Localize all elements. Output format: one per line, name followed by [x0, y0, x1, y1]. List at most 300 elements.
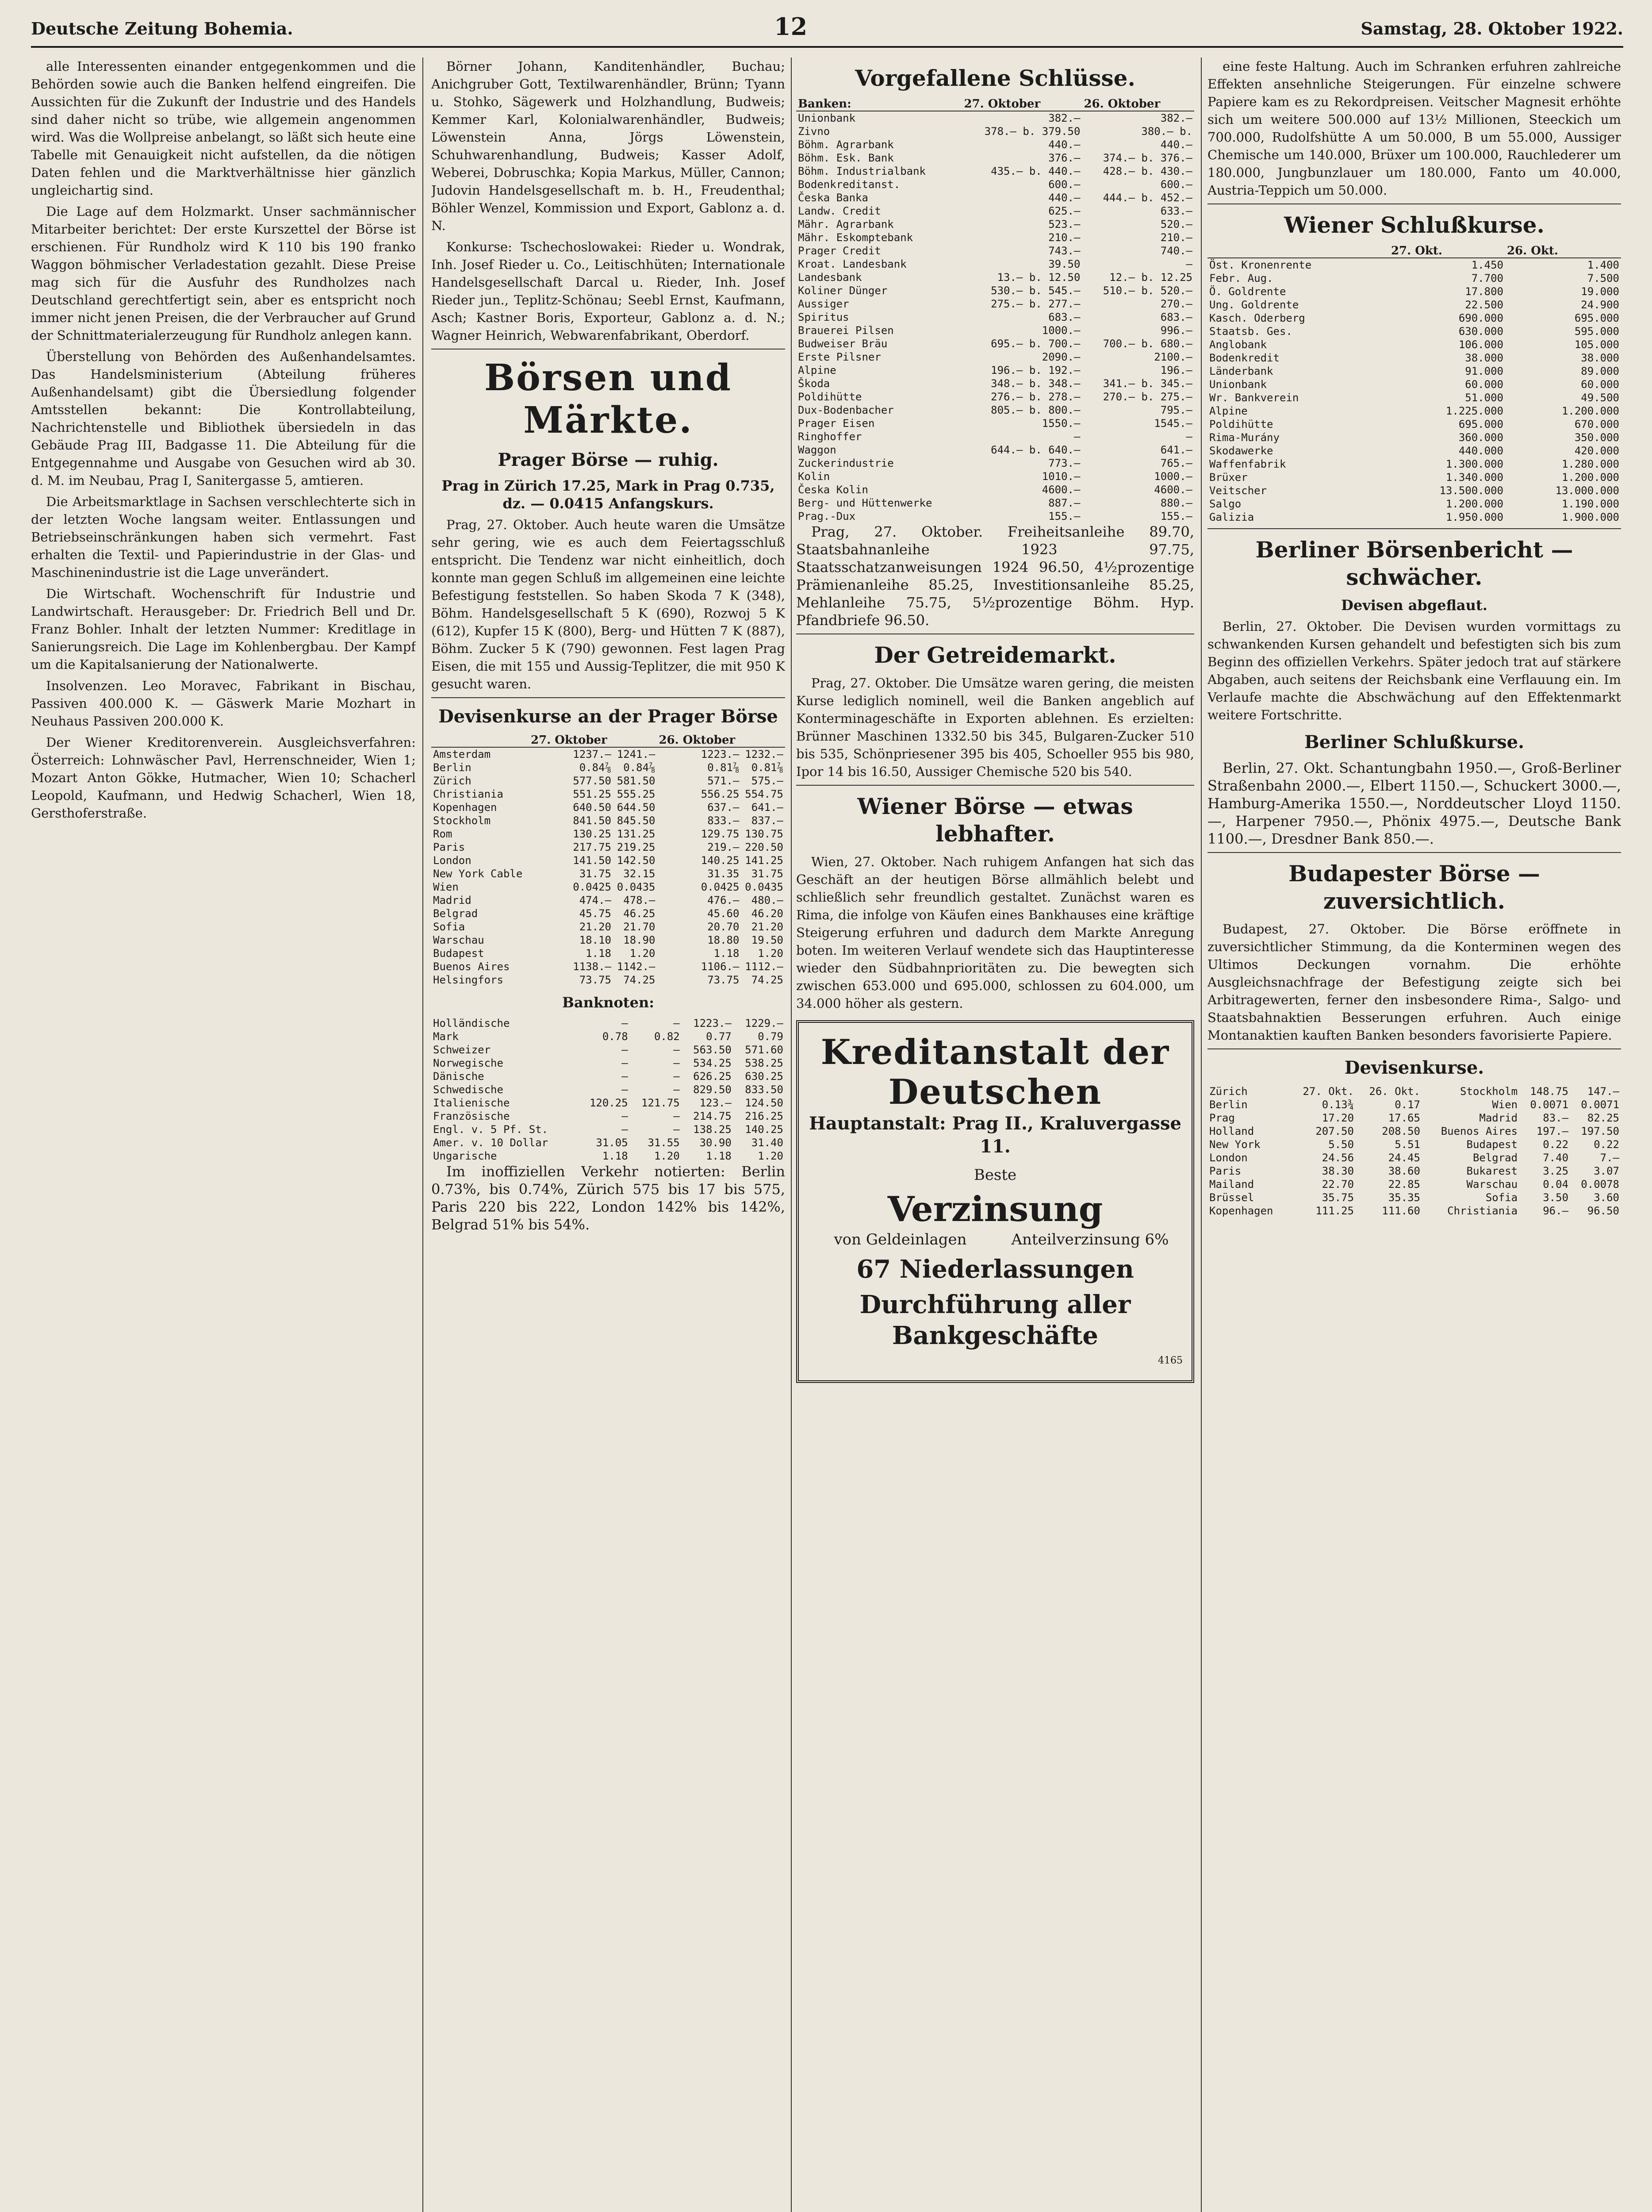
table-cell: 1.20 — [654, 1150, 680, 1162]
table-cell: 1223.— — [693, 1017, 732, 1029]
table-cell: 121.75 — [641, 1097, 680, 1109]
table-cell: Mähr. Agrarbank — [798, 218, 894, 230]
table-cell: Budapest — [433, 947, 484, 960]
table-cell: 476.— — [707, 894, 740, 906]
table-cell: 743.— — [1048, 245, 1081, 257]
vienna-exchange-report: Wien, 27. Oktober. Nach ruhigem Anfangen hat sich das Geschäft an der heutigen Börse allmählich belebt und schließlich sehr freundlich gestaltet. Zunächst waren es Rima, die infolge von Käufen eines Bankhauses eine kräftige Steigerung erfuhren und dadurch dem Markte Anregung boten. Im weiteren Verlauf wendete sich das Hauptinteresse wieder den Südbahnprioritäten zu. Die bewegten sich zwischen 653.000 und 695.000, schlossen zu 604.000, um 34.000 höher als gestern. — [796, 854, 1194, 1011]
table-cell: Alpine — [798, 364, 836, 376]
table-cell: 1.400 — [1587, 259, 1619, 271]
article-paragraph: Überstellung von Behörden des Außenhandelsamtes. Das Handelsministerium (Abteilung früheres Außenhandelsamt) gibt die Übersiedlung folgender Amtsstellen bekannt: Die Kontrollabteilung, Nachrichtenstelle und Bibliothek übersiedeln in das Gebäude Prag III, Badgasse 11. Die Abteilung für die Entgegennahme und Ausgabe von Gesuchen wird ab 30. d. M. im Neubau, Prag I, Sanitergasse 5, amtieren. — [31, 349, 416, 488]
table-row — [796, 457, 1194, 470]
table-row — [796, 403, 1194, 417]
table-row — [1207, 1204, 1621, 1217]
table-row — [431, 787, 785, 801]
table-row — [796, 191, 1194, 204]
table-cell: Buenos Aires — [1441, 1125, 1518, 1137]
table-cell: Dux-Bodenbacher — [798, 404, 894, 416]
table-cell: 30.90 — [699, 1137, 732, 1149]
table-cell: 625.— — [1048, 205, 1081, 217]
table-header-cell: 27. Oktober — [962, 97, 1082, 111]
table-cell: 13.— b. 12.50 — [997, 271, 1081, 284]
table-cell: 96.50 — [1587, 1205, 1619, 1217]
table-cell: 138.25 — [693, 1123, 732, 1136]
table-cell: 577.50 — [573, 775, 611, 787]
table-cell: Brauerei Pilsen — [798, 324, 894, 337]
table-row — [1207, 311, 1621, 325]
table-cell: 1010.— — [1042, 470, 1081, 483]
ad-headline: Verzinsung — [887, 1189, 1103, 1229]
table-cell: 380.— b. — [1141, 125, 1192, 138]
table-row — [796, 443, 1194, 457]
table-cell: 0.0071 — [1581, 1098, 1619, 1111]
table-row — [431, 774, 785, 787]
table-cell: Brüxer — [1209, 471, 1248, 484]
table-cell: 22.500 — [1465, 299, 1503, 311]
table-cell: 740.— — [1160, 245, 1192, 257]
table-cell: 24.45 — [1388, 1152, 1420, 1164]
table-cell: 630.000 — [1458, 325, 1503, 338]
table-header-cell: 27. Okt. — [1389, 244, 1505, 258]
table-cell: New York — [1209, 1138, 1261, 1151]
table-cell: — — [621, 1017, 628, 1029]
table-cell: Paris — [433, 841, 465, 853]
table-row — [796, 337, 1194, 350]
table-cell: 142.50 — [617, 854, 655, 867]
table-cell: 644.— b. 640.— — [991, 444, 1081, 456]
table-cell: Kolin — [798, 470, 830, 483]
table-cell: 1142.— — [617, 960, 655, 973]
table-cell: 382.— — [1048, 112, 1081, 124]
table-cell: 270.— — [1160, 298, 1192, 310]
table-cell: 31.40 — [751, 1137, 783, 1149]
table-cell: Christiania — [433, 788, 503, 800]
table-cell: 0.79 — [758, 1030, 783, 1043]
table-cell: Stockholm — [1460, 1085, 1518, 1098]
table-cell: Rima-Murány — [1209, 431, 1280, 444]
prague-exchange-heading: Prager Börse — ruhig. — [498, 449, 719, 470]
table-cell: 46.25 — [623, 907, 655, 920]
table-cell: 38.60 — [1388, 1165, 1420, 1177]
article-paragraph: Die Wirtschaft. Wochenschrift für Industrie und Landwirtschaft. Herausgeber: Dr. Friedrich Bell und Dr. Franz Bohler. Inhalt der letzten Nummer: Kreditlage in Sanierungsreich. Die Lage im Kohlenbergbau. Der Kampf um die Kapitalsanierung der Nationalwerte. — [31, 586, 416, 672]
table-cell: Ö. Goldrente — [1209, 285, 1286, 298]
table-cell: 0.0425 — [701, 881, 740, 893]
table-row — [1207, 391, 1621, 404]
table-row — [431, 1017, 785, 1030]
table-cell: 1.200.000 — [1561, 471, 1619, 484]
table-cell: Unionbank — [1209, 378, 1267, 391]
table-cell: 130.75 — [745, 828, 783, 840]
table-cell: 440.— — [1160, 138, 1192, 151]
table-row — [796, 244, 1194, 257]
table-cell: London — [1209, 1152, 1248, 1164]
table-row — [796, 324, 1194, 337]
table-row — [796, 151, 1194, 165]
table-cell: 270.— b. 275.— — [1103, 391, 1192, 403]
table-cell: 996.— — [1160, 324, 1192, 337]
table-cell: 0.0425 — [573, 881, 611, 893]
table-cell: Salgo — [1209, 498, 1242, 510]
table-cell: 73.75 — [707, 974, 740, 986]
table-cell: 538.25 — [745, 1057, 783, 1069]
table-cell: 690.000 — [1458, 312, 1503, 324]
table-row — [1207, 1151, 1621, 1164]
table-cell: 22.85 — [1388, 1178, 1420, 1190]
table-cell: 155.— — [1048, 510, 1081, 522]
table-cell: 155.— — [1160, 510, 1192, 522]
table-row — [796, 311, 1194, 324]
table-row — [1207, 325, 1621, 338]
table-cell: 551.25 — [573, 788, 611, 800]
table-cell: Norwegische — [433, 1057, 503, 1069]
table-cell: 1.225.000 — [1445, 405, 1503, 417]
table-cell: — — [621, 1110, 628, 1122]
table-row — [1207, 484, 1621, 497]
table-cell: 18.90 — [623, 934, 655, 946]
table-cell: Prager Credit — [798, 245, 881, 257]
table-cell: 478.— — [623, 894, 655, 906]
ad-line: Beste — [974, 1166, 1017, 1184]
table-cell: Berlin — [433, 761, 471, 774]
table-row — [796, 417, 1194, 430]
table-cell: 38.000 — [1581, 352, 1619, 364]
table-cell: 276.— b. 278.— — [991, 391, 1081, 403]
table-cell: Dänische — [433, 1070, 484, 1083]
table-header-cell: 26. Oktober — [1082, 97, 1194, 111]
table-cell: 49.500 — [1581, 392, 1619, 404]
table-cell: 0.17 — [1395, 1098, 1420, 1111]
table-cell: 644.50 — [617, 801, 655, 814]
divider — [431, 697, 785, 698]
table-cell: 38.30 — [1322, 1165, 1354, 1177]
table-cell: Brüssel — [1209, 1191, 1254, 1204]
table-cell: 13.500.000 — [1439, 484, 1503, 497]
table-cell: 31.05 — [596, 1137, 628, 1149]
divider — [796, 785, 1194, 786]
table-cell: 197.— — [1536, 1125, 1569, 1137]
table-cell: Alpine — [1209, 405, 1248, 417]
table-cell: 1.280.000 — [1561, 458, 1619, 470]
table-row — [796, 390, 1194, 403]
table-cell: 695.— b. 700.— — [991, 338, 1081, 350]
table-cell: 0.77 — [706, 1030, 732, 1043]
table-cell: 32.15 — [623, 868, 655, 880]
table-cell: Febr. Aug. — [1209, 272, 1273, 284]
table-cell: 5.50 — [1328, 1138, 1354, 1151]
table-cell: Öst. Kronenrente — [1209, 259, 1312, 271]
budapest-exchange-report: Budapest, 27. Oktober. Die Börse eröffnete in zuversichtlicher Stimmung, da die Konterminen wegen des Ultimos Deckungen vornahm. Die erhöhte Ausgleichsnachfrage der Befestigung zeigte sich bei Arbitragewerten, ferner den insbesondere Rima-, Salgo- und Staatsbahnaktien Besserungen erfuhren. Auch einige Montanaktien kauften Banken besonders favorisierte Papiere. — [1207, 922, 1621, 1043]
table-cell: — — [673, 1070, 680, 1083]
table-cell: 1232.— — [745, 748, 783, 760]
table-row — [431, 1136, 785, 1149]
table-cell: 35.75 — [1322, 1191, 1354, 1204]
table-cell: Budapest — [1466, 1138, 1518, 1151]
table-cell: Helsingfors — [433, 974, 503, 986]
table-cell: 845.50 — [617, 814, 655, 827]
table-row — [1207, 285, 1621, 298]
table-cell: — — [673, 1044, 680, 1056]
table-cell: 348.— b. 348.— — [991, 377, 1081, 390]
table-cell: Prag.-Dux — [798, 510, 856, 522]
table-cell: New York Cable — [433, 868, 523, 880]
table-row — [431, 1110, 785, 1123]
table-cell: 520.— — [1160, 218, 1192, 230]
table-cell: 765.— — [1160, 457, 1192, 469]
table-cell: Mähr. Eskomptebank — [798, 231, 913, 244]
table-cell: — — [621, 1044, 628, 1056]
table-cell: 1223.— — [701, 748, 740, 760]
table-cell: Ungarische — [433, 1150, 497, 1162]
table-cell: 105.000 — [1574, 338, 1619, 351]
table-cell: 31.75 — [579, 868, 611, 880]
table-cell: 46.20 — [751, 907, 783, 920]
table-cell: 575.— — [751, 775, 783, 787]
table-row — [796, 231, 1194, 244]
table-cell: 1000.— — [1042, 324, 1081, 337]
table-cell: Belgrad — [433, 907, 478, 920]
table-cell: Landesbank — [798, 271, 862, 284]
table-row — [1207, 1138, 1621, 1151]
table-cell: Anglobank — [1209, 338, 1267, 351]
ad-code: 4165 — [1158, 1355, 1183, 1366]
table-row — [796, 496, 1194, 510]
table-cell: 207.50 — [1315, 1125, 1354, 1137]
table-cell: Holländische — [433, 1017, 510, 1029]
devisen-table — [431, 733, 785, 987]
table-row — [431, 867, 785, 880]
table-cell: 880.— — [1160, 497, 1192, 509]
table-cell: 1.950.000 — [1445, 511, 1503, 523]
table-cell: 208.50 — [1382, 1125, 1420, 1137]
table-cell: 3.07 — [1594, 1165, 1619, 1177]
table-cell: Buenos Aires — [433, 960, 510, 973]
table-cell: 795.— — [1160, 404, 1192, 416]
table-cell: — — [621, 1083, 628, 1096]
table-header-cell: 27. Oktober — [529, 733, 613, 747]
table-row — [431, 947, 785, 960]
table-cell: Staatsb. Ges. — [1209, 325, 1292, 338]
table-header-cell: 26. Okt. — [1505, 244, 1621, 258]
table-cell: 210.— — [1048, 231, 1081, 244]
table-cell: 428.— b. 430.— — [1103, 165, 1192, 177]
table-header-cell — [431, 733, 529, 747]
table-row — [1207, 378, 1621, 391]
table-cell: 4600.— — [1042, 484, 1081, 496]
divider — [1207, 852, 1621, 853]
vienna-closing-heading: Wiener Schlußkurse. — [1284, 212, 1545, 238]
berlin-exchange-report: Berlin, 27. Oktober. Die Devisen wurden vormittags zu schwankenden Kursen gehandelt und befestigten sich bis zum Beginn des offiziellen Verkehrs. Später jedoch trat auf stärkere Abgaben, auch seitens der Reichsbank eine Verflauung ein. Im Verlaufe machte die Abschwächung auf den Effektenmarkt weitere Fortschritte. — [1207, 619, 1621, 722]
table-cell: Bodenkredit — [1209, 352, 1280, 364]
table-cell: 26. Okt. — [1369, 1085, 1420, 1098]
table-cell: 27. Okt. — [1303, 1085, 1354, 1098]
table-row — [1207, 272, 1621, 285]
table-cell: 73.75 — [579, 974, 611, 986]
table-cell: 440.— — [1048, 192, 1081, 204]
table-cell: 1106.— — [701, 960, 740, 973]
column-1 — [31, 58, 416, 2212]
table-cell: 0.22 — [1543, 1138, 1569, 1151]
column-1-text — [31, 58, 416, 822]
grain-market-report: Prag, 27. Oktober. Die Umsätze waren gering, die meisten Kurse lediglich nominell, weil die Banken angeblich auf Konterminageschäfte in Exporten ablehnen. Es erzielten: Brünner Maschinen 1332.50 bis 345, Bulgaren-Zucker 510 bis 535, Schönpriesener 395 bis 405, Schoeller 955 bis 980, Ipor 14 bis 16.50, Aussiger Chemische 520 bis 540. — [796, 676, 1194, 779]
table-cell: 35.35 — [1388, 1191, 1420, 1204]
table-cell: Prag — [1209, 1112, 1235, 1124]
table-cell: 60.000 — [1581, 378, 1619, 391]
banknotes-table — [431, 1017, 785, 1163]
table-row — [431, 801, 785, 814]
table-cell: 111.60 — [1382, 1205, 1420, 1217]
table-cell: 148.75 — [1530, 1085, 1569, 1098]
table-cell: 1.18 — [602, 1150, 628, 1162]
table-cell: Rom — [433, 828, 452, 840]
table-cell: 637.— — [707, 801, 740, 814]
table-header-cell — [741, 733, 785, 747]
table-cell: — — [621, 1123, 628, 1136]
table-row — [1207, 1125, 1621, 1138]
table-cell: Skodawerke — [1209, 445, 1273, 457]
table-cell: 1.190.000 — [1561, 498, 1619, 510]
table-cell: 74.25 — [623, 974, 655, 986]
table-cell: 640.50 — [573, 801, 611, 814]
table-cell: Belgrad — [1472, 1152, 1518, 1164]
table-row — [1207, 298, 1621, 311]
masthead-title: Deutsche Zeitung Bohemia. — [31, 19, 293, 38]
table-cell: 19.50 — [751, 934, 783, 946]
table-row — [796, 470, 1194, 483]
table-cell: 523.— — [1048, 218, 1081, 230]
table-cell: 196.— b. 192.— — [991, 364, 1081, 376]
table-cell: 571.— — [707, 775, 740, 787]
table-cell: — — [621, 1057, 628, 1069]
table-cell: 60.000 — [1465, 378, 1503, 391]
table-cell: 7.700 — [1471, 272, 1503, 284]
table-cell: 440.— — [1048, 138, 1081, 151]
table-cell: 626.25 — [693, 1070, 732, 1083]
table-cell: 595.000 — [1574, 325, 1619, 338]
table-cell: 147.— — [1587, 1085, 1619, 1098]
table-cell: 554.75 — [745, 788, 783, 800]
table-cell: Wien — [1492, 1098, 1518, 1111]
table-cell: 833.50 — [745, 1083, 783, 1096]
table-cell: Holland — [1209, 1125, 1254, 1137]
table-cell: 3.50 — [1543, 1191, 1569, 1204]
table-cell: 0.84⅞ — [623, 761, 655, 774]
table-cell: Länderbank — [1209, 365, 1273, 377]
table-cell: 1.18 — [713, 947, 740, 960]
table-cell: Italienische — [433, 1097, 510, 1109]
ad-title: Kreditanstalt der Deutschen — [820, 1032, 1170, 1112]
column-divider — [1201, 58, 1202, 2212]
table-cell: 683.— — [1160, 311, 1192, 323]
zurich-devisen-table — [1207, 1085, 1621, 1217]
table-header-cell — [1207, 244, 1389, 258]
table-cell: 219.25 — [617, 841, 655, 853]
table-cell: 2090.— — [1042, 351, 1081, 363]
table-cell: Česka Banka — [798, 192, 868, 204]
grain-market-heading: Der Getreidemarkt. — [874, 642, 1116, 668]
table-cell: 341.— b. 345.— — [1103, 377, 1192, 390]
table-row — [1207, 457, 1621, 471]
table-row — [431, 1030, 785, 1043]
table-cell: Berlin — [1209, 1098, 1248, 1111]
table-cell: 1545.— — [1154, 417, 1192, 430]
table-cell: Česka Kolin — [798, 484, 868, 496]
table-row — [431, 960, 785, 973]
table-cell: — — [673, 1017, 680, 1029]
table-cell: 633.— — [1160, 205, 1192, 217]
table-row — [431, 841, 785, 854]
table-cell: Prager Eisen — [798, 417, 875, 430]
table-row — [1207, 431, 1621, 444]
table-cell: Sofia — [433, 921, 465, 933]
table-cell: Christiania — [1447, 1205, 1518, 1217]
prague-exchange-report: Prag, 27. Oktober. Auch heute waren die Umsätze sehr gering, wie es auch dem Feiertagsschluß entspricht. Die Tendenz war nicht einheitlich, doch konnte man gegen Schluß im allgemeinen eine leichte Befestigung feststellen. So haben Skoda 7 K (348), Böhm. Handelsgesellschaft 5 K (690), Rozwoj 5 K (612), Kupfer 15 K (800), Berg- und Hütten 7 K (887), Böhm. Zucker 5 K (790) gewonnen. Fest lagen Prag Eisen, die mit 155 und Aussig-Teplitzer, die mit 950 K gesucht waren. — [431, 517, 785, 691]
table-cell: — — [673, 1110, 680, 1122]
table-cell: 89.000 — [1581, 365, 1619, 377]
table-cell: 0.13¾ — [1322, 1098, 1354, 1111]
table-cell: — — [1074, 430, 1081, 443]
table-cell: 833.— — [707, 814, 740, 827]
table-cell: Zürich — [433, 775, 471, 787]
table-cell: Poldihütte — [1209, 418, 1273, 430]
table-row — [1207, 351, 1621, 365]
bond-report: Prag, 27. Oktober. Freiheitsanleihe 89.70, Staatsbahnanleihe 1923 97.75, Staatsschatzanweisungen 1924 96.50, 4½prozentige Prämienanleihe 85.25, Investitionsanleihe 85.25, Mehlanleihe 75.75, 5½prozentige Böhm. Hyp. Pfandbriefe 96.50. — [796, 523, 1194, 629]
table-cell: 581.50 — [617, 775, 655, 787]
table-cell: Amer. v. 10 Dollar — [433, 1137, 548, 1149]
table-cell: Aussiger — [798, 298, 849, 310]
table-cell: 0.0078 — [1581, 1178, 1619, 1190]
table-cell: 140.25 — [745, 1123, 783, 1136]
table-cell: 0.84⅞ — [579, 761, 611, 774]
table-row — [796, 364, 1194, 377]
table-row — [1207, 258, 1621, 272]
table-cell: Warschau — [1466, 1178, 1518, 1190]
table-cell: Engl. v. 5 Pf. St. — [433, 1123, 548, 1136]
table-cell: Sofia — [1485, 1191, 1518, 1204]
table-cell: 1000.— — [1154, 470, 1192, 483]
column-2 — [431, 58, 785, 2212]
bank-advertisement — [796, 1020, 1194, 1383]
table-row — [431, 814, 785, 827]
inofficial-note: Im inoffiziellen Verkehr notierten: Berlin 0.73%, bis 0.74%, Zürich 575 bis 17 bis 575, Paris 220 bis 222, London 142% bis 142%, Belgrad 51% bis 54%. — [431, 1163, 785, 1233]
article-paragraph: Börner Johann, Kanditenhändler, Buchau; Anichgruber Gott, Textilwarenhändler, Brünn; Tyann u. Stohko, Sägewerk und Holzhandlung, Budweis; Kemmer Karl, Kolonialwarenhändler, Budweis; Löwenstein Anna, Jörgs Löwenstein, Schuhwarenhandlung, Budweis; Kasser Adolf, Weberei, Dobruschka; Kopia Markus, Müller, Cannon; Judovin Handelsgesellschaft m. b. H., Freudenthal; Böhler Wenzel, Kommission und Export, Gablonz a. d. N. — [431, 59, 785, 233]
table-cell: 21.20 — [751, 921, 783, 933]
table-cell: Wr. Bankverein — [1209, 392, 1299, 404]
table-cell: 1.200.000 — [1445, 498, 1503, 510]
table-row — [1207, 511, 1621, 524]
table-cell: Galizia — [1209, 511, 1254, 523]
table-cell: 131.25 — [617, 828, 655, 840]
table-cell: Madrid — [433, 894, 471, 906]
budapest-exchange-heading: Budapester Börse — zuversichtlich. — [1288, 860, 1540, 914]
column-divider — [422, 58, 423, 2212]
table-cell: Erste Pilsner — [798, 351, 881, 363]
table-row — [796, 510, 1194, 523]
table-cell: Ringhoffer — [798, 430, 862, 443]
table-cell: 600.— — [1048, 178, 1081, 191]
table-row — [431, 747, 785, 761]
table-cell: — — [673, 1123, 680, 1136]
table-cell: Böhm. Industrialbank — [798, 165, 926, 177]
table-cell: 841.50 — [573, 814, 611, 827]
table-cell: 360.000 — [1458, 431, 1503, 444]
table-row — [431, 1043, 785, 1056]
table-row — [796, 218, 1194, 231]
table-cell: 695.000 — [1574, 312, 1619, 324]
table-row — [431, 880, 785, 894]
table-cell: 130.25 — [573, 828, 611, 840]
table-cell: 74.25 — [751, 974, 783, 986]
table-cell: 17.800 — [1465, 285, 1503, 298]
table-cell: 376.— — [1048, 152, 1081, 164]
